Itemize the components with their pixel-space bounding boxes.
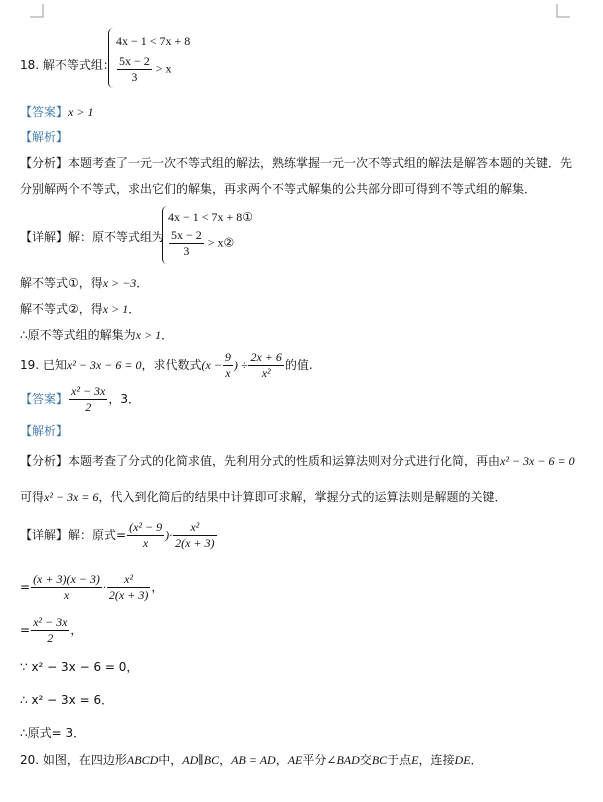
q19-step5: ∴原式= 3． [20,726,86,740]
q18-ineq2: $\frac{5x - 2}{3}$ > x [119,54,172,84]
q19-fenxi-line1: 【分析】本题考查了分式的化简求值，先利用分式的性质和运算法则对分式进行化简，再由x² − 3x − 6 = 0 [20,454,575,468]
q18-fenxi-line2: 分别解两个不等式，求出它们的解集，再求两个不等式解集的公共部分即可得到不等式组的解集． [20,182,537,196]
q19-step1: = $\frac{(x + 3)(x - 3)}{x}$ · $\frac{\text{x²}}{2(x + 3)}$ ， [20,572,164,602]
q19-answer: 【答案】 $\frac{\text{x² − 3x}}{2}$ ，3． [20,384,141,414]
q18-detail-label: 【详解】解：原不等式组为 [20,230,165,244]
q18-brace [108,28,113,88]
q18-label: 18. 解不等式组： [20,58,115,72]
q19-stem: 19. 已知x² − 3x − 6 = 0，求代数式(x − $\frac{9}{x}$ ) ÷ $\frac{2x + 6}{\text{x²}}$ 的值. [20,350,313,380]
q18-detail-ineq1: 4x − 1 < 7x + 8① [168,210,254,224]
q18-answer: 【答案】x > 1 [20,105,94,119]
q19-detail: 【详解】解：原式= $\frac{\text{(x² − 9}}{x}$ )· $\frac{\text{x²}}{2(x + 3)}$ [20,520,215,550]
q19-fenxi-line2: 可得x² − 3x = 6，代入到化简后的结果中计算即可求解，掌握分式的运算法则是解题的关键． [20,490,507,504]
q18-fenxi-line1: 【分析】本题考查了一元一次不等式组的解法，熟练掌握一元一次不等式组的解法是解答本题的关键．先 [20,156,573,170]
q18-step3: ∴原不等式组的解集为x > 1． [20,328,174,342]
q18-detail-ineq2: $\frac{5x - 2}{3}$ > x② [171,228,235,258]
q18-detail-brace [162,206,167,264]
q18-ineq1: 4x − 1 < 7x + 8 [116,34,191,48]
q20-stem: 20. 如图，在四边形ABCD中，AD∥BC，AB = AD，AE平分∠BAD交BC于点E，连接DE． [20,753,483,767]
q18-step2: 解不等式②，得x > 1． [20,302,141,316]
q18-step1: 解不等式①，得x > −3． [20,276,149,290]
q19-analysis-tag: 【解析】 [20,424,69,438]
q19-step2: = $\frac{\text{x² − 3x}}{2}$ ， [20,615,83,645]
crop-mark-top-left [30,4,44,18]
q19-step4: ∴ x² − 3x = 6． [20,693,114,707]
crop-mark-top-right [556,4,570,18]
q18-analysis-tag: 【解析】 [20,130,69,144]
q19-step3: ∵ x² − 3x − 6 = 0， [20,660,139,674]
